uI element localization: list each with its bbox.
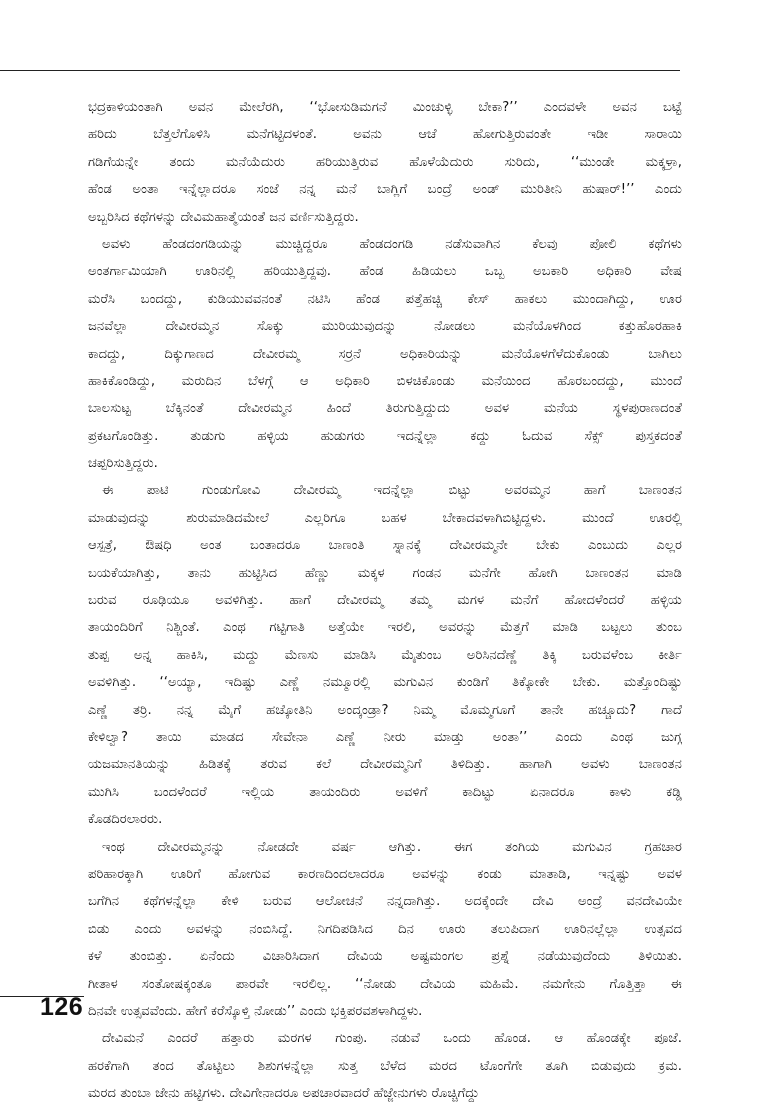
text-line: ಕಾದದ್ದು, ದಿಕ್ಕುಗಾಣದ ದೇವೀರಮ್ಮ ಸರ್ರನೆ ಅಧಿಕಾರಿಯನ್ನು ಮನೆಯೊಳಗೆಳೆದುಕೊಂಡು ಬಾಗಿಲು (88, 346, 682, 362)
text-line: ಮಾಡುವುದನ್ನು ಶುರುಮಾಡಿದಮೇಲೆ ಎಲ್ಲರಿಗೂ ಬಹಳ ಬೇಕಾದವಳಾಗಿಬಿಟ್ಟಿದ್ದಳು. ಮುಂದೆ ಊರಲ್ಲಿ (88, 510, 682, 526)
text-line: ಜನವೆಲ್ಲಾ ದೇವೀರಮ್ಮನ ಸೊಕ್ಕು ಮುರಿಯುವುದನ್ನು ನೋಡಲು ಮನೆಯೊಳಗಿಂದ ಕತ್ತುಹೊರಹಾಕಿ (88, 319, 682, 335)
text-line: ಎಣ್ಣೆ ತರ್ರಿ. ನನ್ನ ಮೈಗೆ ಹಚ್ಕೋತಿನಿ ಅಂದ್ಕಂಡ್ರಾ? ನಿಮ್ಮ ಮೊಮ್ಮಗೂಗೆ ತಾನೇ ಹಚ್ಚೂದು? ಗಾದೆ (88, 702, 682, 718)
text-line: ಅವಳು ಹೆಂಡದಂಗಡಿಯನ್ನು ಮುಚ್ಚಿದ್ದರೂ ಹೆಂಡದಂಗಡಿ ನಡೆಸುವಾಗಿನ ಕೆಲವು ಪೋಲಿ ಕಥೆಗಳು (102, 236, 682, 252)
text-line: ಹಾಕಿಕೊಂಡಿದ್ದು, ಮರುದಿನ ಬೆಳಗ್ಗೆ ಆ ಅಧಿಕಾರಿ ಬಿಳಚಿಕೊಂಡು ಮನೆಯಿಂದ ಹೊರಬಂದದ್ದು, ಮುಂದೆ (88, 373, 682, 389)
text-line: ದೇವಿಮನೆ ಎಂದರೆ ಹತ್ತಾರು ಮರಗಳ ಗುಂಪು. ನಡುವೆ ಒಂದು ಹೊಂಡ. ಆ ಹೊಂಡಕ್ಕೇ ಪೂಜೆ. (102, 1031, 682, 1047)
text-line: ಅಬ್ಬರಿಸಿದ ಕಥೆಗಳನ್ನು ದೇವಿಮಹಾತ್ಮೆಯಂತೆ ಜನ ವರ್ಣಿಸುತ್ತಿದ್ದರು. (88, 209, 359, 225)
paragraph (88, 834, 682, 1026)
text-line: ಹರಕೆಗಾಗಿ ತಂದ ತೊಟ್ಟಿಲು ಶಿಶುಗಳನ್ನೆಲ್ಲಾ ಸುತ್ತ ಬೆಳೆದ ಮರದ ಟೊಂಗೆಗೇ ತೂಗಿ ಬಿಡುವುದು ಕ್ರಮ. (88, 1058, 682, 1074)
text-line: ಚಪ್ಪರಿಸುತ್ತಿದ್ದರು. (88, 456, 158, 472)
text-line: ಬಯಕೆಯಾಗಿತ್ತು, ತಾನು ಹುಟ್ಟಿಸಿದ ಹೆಣ್ಣು ಮಕ್ಕಳ ಗಂಡನ ಮನೆಗೇ ಹೋಗಿ ಬಾಣಂತನ ಮಾಡಿ (88, 565, 682, 581)
text-line: ಯಜಮಾನತಿಯನ್ನು ಹಿಡಿತಕ್ಕೆ ತರುವ ಕಲೆ ದೇವೀರಮ್ಮನಿಗೆ ತಿಳಿದಿತ್ತು. ಹಾಗಾಗಿ ಅವಳು ಬಾಣಂತನ (88, 757, 682, 773)
text-line: ಪ್ರಕಟಗೊಂಡಿತ್ತು. ತುಡುಗು ಹಳ್ಳಿಯ ಹುಡುಗರು ಇದನ್ನೆಲ್ಲಾ ಕದ್ದು ಓದುವ ಸೆಕ್ಸ್ ಪುಸ್ತಕದಂತೆ (88, 428, 682, 444)
text-line: ದಿನವೇ ಉತ್ಸವವೆಂದು. ಹೇಗೆ ಕರೆಸ್ಕೊಳ್ತಿ ನೋಡು’’ ಎಂದು ಭಕ್ತಿಪರವಶಳಾಗಿದ್ದಳು. (88, 1003, 423, 1019)
text-line: ಪರಿಹಾರಕ್ಕಾಗಿ ಊರಿಗೆ ಹೋಗುವ ಕಾರಣದಿಂದಲಾದರೂ ಅವಳನ್ನು ಕಂಡು ಮಾತಾಡಿ, ಇನ್ನಷ್ಟು ಅವಳ (88, 866, 682, 882)
text-line: ಹರಿದು ಬೆತ್ತಲೆಗೊಳಿಸಿ ಮನೆಗಟ್ಟಿದಳಂತೆ. ಅವನು ಆಚೆ ಹೋಗುತ್ತಿರುವಂತೇ ಇಡೀ ಸಾರಾಯಿ (88, 127, 682, 143)
text-line: ಕಳೆ ತುಂಬಿತ್ತು. ಏನೆಂದು ವಿಚಾರಿಸಿದಾಗ ದೇವಿಯ ಅಷ್ಟಮಂಗಲ ಪ್ರಶ್ನೆ ನಡೆಯುವುದೆಂದು ತಿಳಿಯಿತು. (88, 949, 682, 965)
text-line: ತುಪ್ಪ ಅನ್ನ ಹಾಕಿಸಿ, ಮದ್ದು ಮೆಣಸು ಮಾಡಿಸಿ ಮೈತುಂಬ ಅರಿಸಿನದೆಣ್ಣೆ ತಿಕ್ಕಿ ಬರುವಳೆಂಬ ಕೀರ್ತಿ (88, 647, 682, 663)
text-line: ಅಂತರ್ಗಾಮಿಯಾಗಿ ಊರಿನಲ್ಲಿ ಹರಿಯುತ್ತಿದ್ದವು. ಹೆಂಡ ಹಿಡಿಯಲು ಒಬ್ಬ ಅಬಕಾರಿ ಅಧಿಕಾರಿ ವೇಷ (88, 264, 682, 280)
paragraph (88, 1025, 682, 1107)
text-line: ಗೀತಾಳ ಸಂತೋಷಕ್ಕಂತೂ ಪಾರವೇ ಇರಲಿಲ್ಲ. ‘‘ನೋಡು ದೇವಿಯ ಮಹಿಮೆ. ನಮಗೇನು ಗೊತ್ತಿತ್ತಾ ಈ (88, 976, 682, 992)
text-line: ಬರುವ ರೂಢಿಯೂ ಅವಳಿಗಿತ್ತು. ಹಾಗೆ ದೇವೀರಮ್ಮ ತಮ್ಮ ಮಗಳ ಮನೆಗೆ ಹೋದಳೆಂದರೆ ಹಳ್ಳಿಯ (88, 593, 682, 609)
page-number: 126 (40, 993, 84, 1021)
text-line: ಬಗೆಗಿನ ಕಥೆಗಳನ್ನೆಲ್ಲಾ ಕೇಳಿ ಬರುವ ಆಲೋಚನೆ ನನ್ನದಾಗಿತ್ತು. ಅದಕ್ಕೆಂದೇ ದೇವಿ ಅಂದ್ರೆ ವನದೇವಿಯೇ (88, 894, 682, 910)
text-line: ಕೇಳಿಲ್ವಾ? ತಾಯಿ ಮಾಡದ ಸೇವೇನಾ ಎಣ್ಣೆ ನೀರು ಮಾಡ್ತು ಅಂತಾ’’ ಎಂದು ಎಂಥ ಜುಗ್ಗ (88, 729, 682, 745)
text-line: ಹೆಂಡ ಅಂತಾ ಇನ್ನೆಲ್ಲಾದರೂ ಸಂಜೆ ನನ್ನ ಮನೆ ಬಾಗ್ಲಿಗೆ ಬಂದ್ರೆ ಅಂಡ್ ಮುರಿತೀನಿ ಹುಷಾರ್!’’ ಎಂದು (88, 182, 682, 198)
text-line: ಬಾಲಸುಟ್ಟ ಬೆಕ್ಕಿನಂತೆ ದೇವೀರಮ್ಮನ ಹಿಂದೆ ತಿರುಗುತ್ತಿದ್ದುದು ಅವಳ ಮನೆಯ ಸ್ಥಳಪುರಾಣದಂತೆ (88, 401, 682, 417)
text-line: ಮರೆಸಿ ಬಂದದ್ದು, ಕುಡಿಯುವವನಂತೆ ನಟಿಸಿ ಹೆಂಡ ಪತ್ತೆಹಚ್ಚಿ ಕೇಸ್ ಹಾಕಲು ಮುಂದಾಗಿದ್ದು, ಊರ (88, 291, 682, 307)
paragraph (88, 94, 682, 231)
paragraph (88, 477, 682, 833)
text-line: ಭದ್ರಕಾಳಿಯಂತಾಗಿ ಅವನ ಮೇಲೆರಗಿ, ‘‘ಭೋಸುಡಿಮಗನೆ ಮಿಂಚುಳ್ಳಿ ಬೇಕಾ?’’ ಎಂದವಳೇ ಅವನ ಬಟ್ಟೆ (88, 100, 682, 115)
text-line: ಮರದ ತುಂಬಾ ಜೇನು ಹಟ್ಟಿಗಳು. ದೇವಿಗೇನಾದರೂ ಅಪಚಾರವಾದರೆ ಹೆಜ್ಜೇನುಗಳು ರೊಚ್ಚಿಗೆದ್ದು (88, 1086, 480, 1102)
text-line: ಮುಗಿಸಿ ಬಂದಳೆಂದರೆ ಇಲ್ಲಿಯ ತಾಯಂದಿರು ಅವಳಿಗೆ ಕಾದಿಟ್ಟು ಏನಾದರೂ ಕಾಳು ಕಡ್ಡಿ (88, 784, 682, 800)
paragraph (88, 231, 682, 478)
text-line: ಬಿಡು ಎಂದು ಅವಳನ್ನು ನಂಬಿಸಿದ್ದೆ. ನಿಗದಿಪಡಿಸಿದ ದಿನ ಊರು ತಲುಪಿದಾಗ ಊರಿನಲ್ಲೆಲ್ಲಾ ಉತ್ಸವದ (88, 921, 682, 937)
body-text (88, 94, 682, 1107)
text-line: ಈ ಪಾಟಿ ಗುಂಡುಗೋವಿ ದೇವೀರಮ್ಮ ಇದನ್ನೆಲ್ಲಾ ಬಿಟ್ಟು ಅವರಮ್ಮನ ಹಾಗೆ ಬಾಣಂತನ (102, 483, 682, 499)
text-line: ಕೊಡದಿರಲಾರರು. (88, 812, 163, 828)
text-line: ಅವಳಿಗಿತ್ತು. ‘‘ಅಯ್ಯಾ, ಇದಿಷ್ಟು ಎಣ್ಣೆ ನಮ್ಮೂರಲ್ಲಿ ಮಗುವಿನ ಕುಂಡಿಗೆ ತಿಕ್ಕೋಕೇ ಬೇಕು. ಮತ್ತೊಂದಿಷ್ಟು (88, 675, 682, 691)
text-line: ತಾಯಂದಿರಿಗೆ ನಿಶ್ಚಿಂತೆ. ಎಂಥ ಗಟ್ಟಿಗಾತಿ ಅತ್ತೆಯೇ ಇರಲಿ, ಅವರನ್ನು ಮೆತ್ತಗೆ ಮಾಡಿ ಬಟ್ಟಲು ತುಂಬ (88, 620, 682, 636)
text-line: ಗಡಿಗೆಯನ್ನೇ ತಂದು ಮನೆಯೆದುರು ಹರಿಯುತ್ತಿರುವ ಹೊಳೆಯೆದುರು ಸುರಿದು, ‘‘ಮುಂಡೇ ಮಕ್ಕಳ್ರಾ, (88, 154, 682, 170)
text-line: ಆಸ್ಪತ್ರೆ, ಔಷಧಿ ಅಂತ ಬಂತಾದರೂ ಬಾಣಂತಿ ಸ್ನಾನಕ್ಕೆ ದೇವೀರಮ್ಮನೇ ಬೇಕು ಎಂಬುದು ಎಲ್ಲರ (88, 538, 682, 554)
text-line: ಇಂಥ ದೇವೀರಮ್ಮನನ್ನು ನೋಡದೇ ವರ್ಷ ಆಗಿತ್ತು. ಈಗ ತಂಗಿಯ ಮಗುವಿನ ಗ್ರಹಚಾರ (102, 839, 682, 855)
top-rule (0, 70, 680, 71)
